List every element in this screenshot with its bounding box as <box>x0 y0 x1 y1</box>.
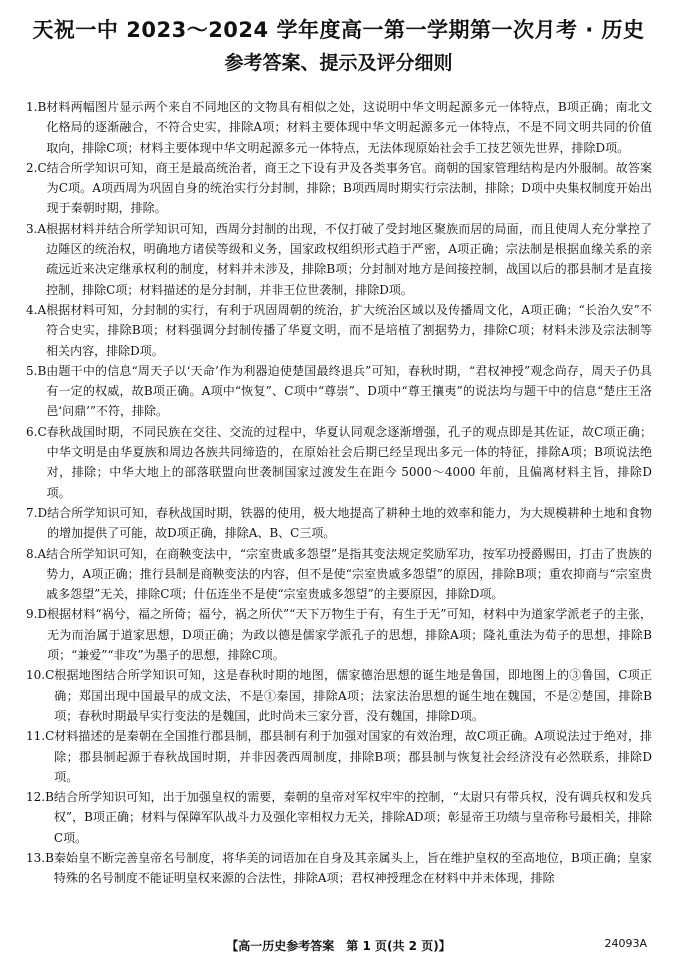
document-code: 24093A <box>604 937 647 950</box>
page-title: 天祝一中 2023～2024 学年度高一第一学期第一次月考 · 历史 <box>32 18 645 42</box>
answer-item <box>26 787 652 848</box>
answer-number: 11.C <box>26 729 55 744</box>
answer-item <box>26 544 652 605</box>
answer-text: 结合所学知识可知，出于加强皇权的需要，秦朝的皇帝对军权牢牢的控制，“太尉只有带兵权，没有调兵权和发兵权”，B项正确；材料与保障军队战斗力及强化宰相权力无关，排除AD项；彰显帝王功绩与皇帝称号最相关，排除C项。 <box>53 790 652 845</box>
answer-item <box>26 158 652 219</box>
answer-text: 根据材料可知，分封制的实行，有利于巩固周朝的统治，扩大统治区域以及传播周文化，A项正确；“长治久安”不符合史实，排除B项；材料强调分封制传播了华夏文明，而不是培植了割据势力，排除C项；材料未涉及宗法制等相关内容，排除D项。 <box>46 302 652 358</box>
answer-item <box>26 503 652 544</box>
answer-list <box>26 97 652 889</box>
answer-text: 结合所学知识可知，在商鞅变法中，“宗室贵戚多怨望”是指其变法规定奖励军功，按军功授爵赐田，打击了贵族的势力，A项正确；推行县制是商鞅变法的内容，但不是使“宗室贵戚多怨望”的原因，排除B项；重农抑商与“宗室贵戚多怨望”无关，排除C项；什伍连坐不是使“宗室贵戚多怨望”的主要原因，排除D项。 <box>46 546 652 602</box>
answer-number: 13.B <box>26 850 54 865</box>
answer-text: 根据材料并结合所学知识可知，西周分封制的出现，不仅打破了受封地区聚族而居的局面，而且使周人充分掌控了边陲区的统治权，明确地方诸侯等级和义务，国家政权组织形式趋于严密，A项正确；宗法制是根据血缘关系的亲疏远近来决定继承权利的制度，材料并未涉及，排除B项；分封制对地方是间接控制，战国以后的郡县制才是直接控制，排除C项；材料描述的是分封制，并非王位世袭制，排除D项。 <box>46 221 652 297</box>
answer-text: 结合所学知识可知，春秋战国时期，铁器的使用，极大地提高了耕种土地的效率和能力，为大规模耕种土地和食物的增加提供了可能，故D项正确，排除A、B、C三项。 <box>47 505 652 541</box>
answer-number: 6.C <box>26 424 47 439</box>
answer-text: 根据材料“祸兮，福之所倚；福兮，祸之所伏”“天下万物生于有，有生于无”可知，材料中为道家学派老子的主张，无为而治属于道家思想，D项正确；为政以德是儒家学派孔子的思想，排除A项；隆礼重法为荀子的思想，排除B项；“兼爱”“非攻”为墨子的思想，排除C项。 <box>47 607 652 663</box>
answer-item <box>26 726 652 787</box>
answer-number: 2.C <box>26 160 47 175</box>
answer-text: 材料两幅图片显示两个来自不同地区的文物具有相似之处，这说明中华文明起源多元一体特点，B项正确；南北文化格局的逐渐融合，不符合史实，排除A项；材料主要体现中华文明起源多元一体特点，不是不同文明共同的价值取向，排除C项；材料主要体现中华文明起源多元一体特点，无法体现原始社会手工技艺领先世界，排除D项。 <box>46 100 652 155</box>
answer-text: 材料描述的是秦朝在全国推行郡县制，郡县制有利于加强对国家的有效治理，故C项正确。A项说法过于绝对，排除；郡县制起源于春秋战国时期，并非因袭西周制度，排除B项；郡县制与恢复社会经济没有必然联系，排除D项。 <box>54 729 652 784</box>
answer-item <box>26 219 652 300</box>
page-subtitle: 参考答案、提示及评分细则 <box>224 52 453 74</box>
answer-item <box>26 848 652 889</box>
answer-text: 结合所学知识可知，商王是最高统治者，商王之下设有尹及各类事务官。商朝的国家管理结构是内外服制。故答案为C项。A项西周为巩固自身的统治实行分封制，排除；B项西周时期实行宗法制，排除；D项中央集权制度开始出现于秦朝时期，排除。 <box>46 160 652 216</box>
answer-number: 12.B <box>26 790 54 805</box>
answer-number: 9.D <box>26 607 48 622</box>
answer-number: 10.C <box>26 668 55 683</box>
answer-item <box>26 604 652 665</box>
answer-number: 8.A <box>26 546 47 561</box>
answer-number: 3.A <box>26 221 47 236</box>
answer-item <box>26 300 652 361</box>
answer-text: 春秋战国时期，不同民族在交往、交流的过程中，华夏认同观念逐渐增强，孔子的观点即是其佐证，故C项正确；中华文明是由华夏族和周边各族共同缔造的，在原始社会后期已经呈现出多元一体的特征，排除A项；B项说法绝对，排除；中华大地上的部落联盟向世袭制国家过渡发生在距今 5000～4000 年前，且偏离材料主旨，排除D项。 <box>46 424 652 500</box>
answer-number: 1.B <box>26 100 47 114</box>
answer-item <box>26 97 652 158</box>
answer-text: 由题干中的信息“周天子以‘天命’作为利器迫使楚国最终退兵”可知，春秋时期，“君权神授”观念尚存，周天子仍具有一定的权威，故B项正确。A项中“恢复”、C项中“尊崇”、D项中“尊王攘夷”的说法均与题干中的信息“楚庄王洛邑‘问鼎’”不符，排除。 <box>46 363 653 419</box>
answer-number: 4.A <box>26 302 47 317</box>
page-footer: 【高一历史参考答案 第 1 页(共 2 页)】 <box>226 939 451 953</box>
answer-text: 根据地图结合所学知识可知，这是春秋时期的地图，儒家德治思想的诞生地是鲁国，即地图上的③鲁国，C项正确；郑国出现中国最早的成文法，不是①秦国，排除A项；法家法治思想的诞生地在魏国，不是②楚国，排除B项；春秋时期最早实行变法的是魏国，此时尚未三家分晋，没有魏国，排除D项。 <box>54 668 652 723</box>
answer-item <box>26 422 652 503</box>
answer-number: 5.B <box>26 363 47 378</box>
answer-text: 秦始皇不断完善皇帝名号制度，将华美的词语加在自身及其亲属头上，旨在维护皇权的至高地位，B项正确；皇家特殊的名号制度不能证明皇权来源的合法性，排除A项；君权神授理念在材料中并未体现，排除 <box>53 850 652 886</box>
answer-item <box>26 665 652 726</box>
answer-item <box>26 361 652 422</box>
answer-number: 7.D <box>26 505 48 520</box>
